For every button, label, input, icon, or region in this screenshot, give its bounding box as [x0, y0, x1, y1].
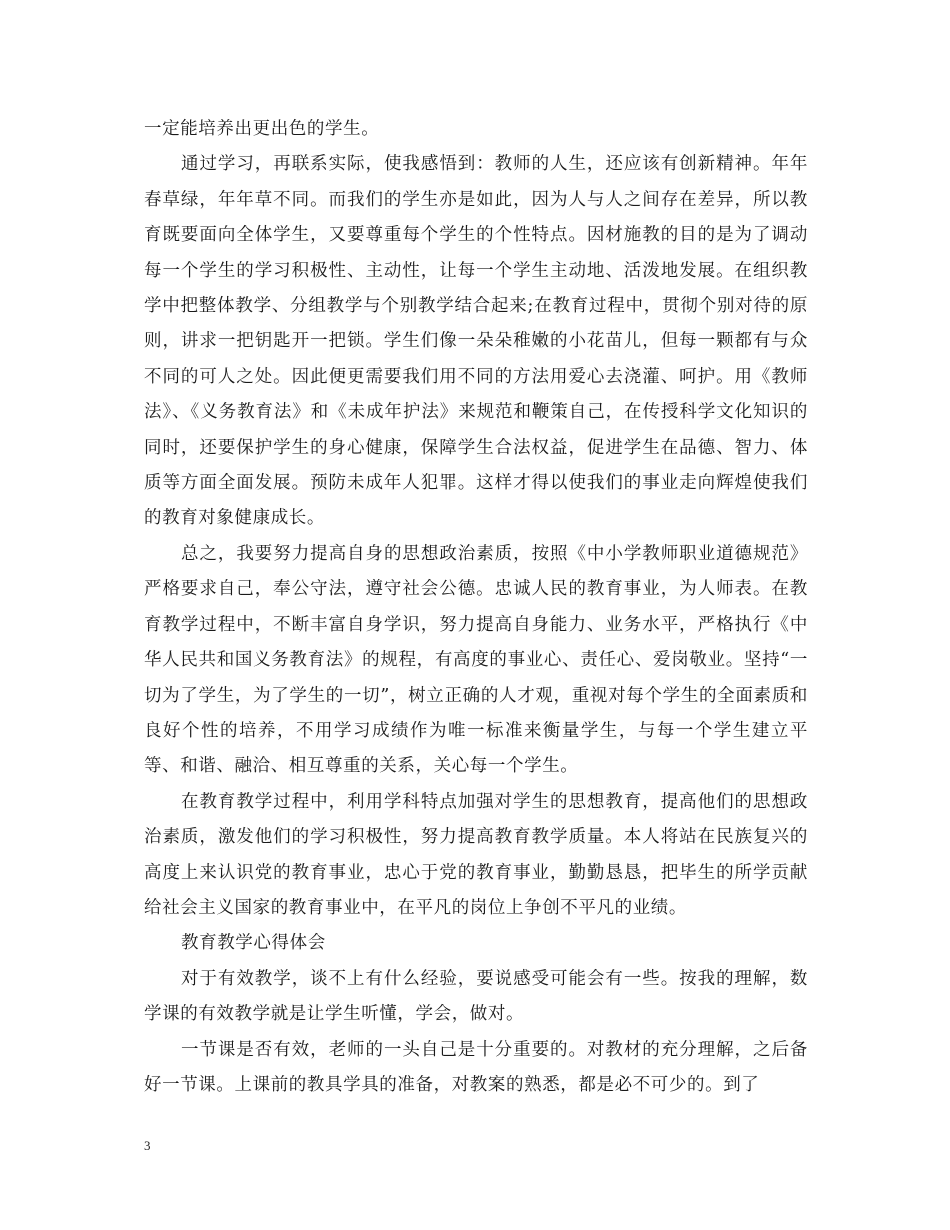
- section-heading: 教育教学心得体会: [181, 933, 326, 954]
- paragraph-effective-teaching: 对于有效教学，谈不上有什么经验，要说感受可能会有一些。按我的理解，数学课的有效教学就是让学生听懂，学会，做对。: [144, 968, 808, 1025]
- paragraph-ideological-education: 在教育教学过程中，利用学科特点加强对学生的思想教育，提高他们的思想政治素质，激发他们的学习积极性，努力提高教育教学质量。本人将站在民族复兴的高度上来认识党的教育事业，忠心于党的教育事业，勤勤恳恳，把毕生的所学贡献给社会主义国家的教育事业中，在平凡的岗位上争创不平凡的业绩。: [144, 791, 808, 918]
- page-number: 3: [144, 1138, 151, 1153]
- paragraph-summary: 总之，我要努力提高自身的思想政治素质，按照《中小学教师职业道德规范》严格要求自己，奉公守法，遵守社会公德。忠诚人民的教育事业，为人师表。在教育教学过程中，不断丰富自身学识，努力提高自身能力、业务水平，严格执行《中华人民共和国义务教育法》的规程，有高度的事业心、责任心、爱岗敬业。坚持“一切为了学生，为了学生的一切”，树立正确的人才观，重视对每个学生的全面素质和良好个性的培养，不用学习成绩作为唯一标准来衡量学生，与每一个学生建立平等、和谐、融洽、相互尊重的关系，关心每一个学生。: [144, 543, 808, 777]
- paragraph-continuation: 一定能培养出更出色的学生。: [144, 119, 380, 139]
- paragraph-lesson-preparation: 一节课是否有效，老师的一头自己是十分重要的。对教材的充分理解，之后备好一节课。上课前的教具学具的准备，对教案的熟悉，都是必不可少的。到了: [144, 1039, 808, 1095]
- document-body: [144, 112, 808, 1103]
- paragraph-innovation-spirit: 通过学习，再联系实际，使我感悟到：教师的人生，还应该有创新精神。年年春草绿，年年草不同。而我们的学生亦是如此，因为人与人之间存在差异，所以教育既要面向全体学生，又要尊重每个学生的个性特点。因材施教的目的是为了调动每一个学生的学习积极性、主动性，让每一个学生主动地、活泼地发展。在组织教学中把整体教学、分组教学与个别教学结合起来;在教育过程中，贯彻个别对待的原则，讲求一把钥匙开一把锁。学生们像一朵朵稚嫩的小花苗儿，但每一颗都有与众不同的可人之处。因此便更需要我们用不同的方法用爱心去浇灌、呵护。用《教师法》、《义务教育法》和《未成年护法》来规范和鞭策自己，在传授科学文化知识的同时，还要保护学生的身心健康，保障学生合法权益，促进学生在品德、智力、体质等方面全面发展。预防未成年人犯罪。这样才得以使我们的事业走向辉煌使我们的教育对象健康成长。: [144, 154, 808, 529]
